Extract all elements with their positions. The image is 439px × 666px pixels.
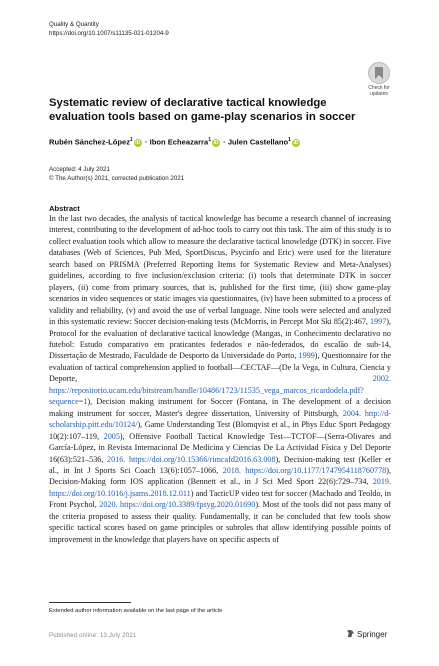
citation-link[interactable]: 2018. https://doi.org/10.1177/1747954118760778	[222, 465, 387, 475]
citation-link[interactable]: 2002. https://repositorio.ucam.edu/bitstream/handle/10486/1723/11535_vega_marcos_ricardodela.pdf?sequence=1	[49, 374, 391, 407]
author-name[interactable]: Rubén Sánchez-López	[49, 137, 131, 147]
author-affiliation: 1	[130, 137, 133, 143]
publisher-name: Springer	[357, 630, 388, 639]
orcid-icon[interactable]: iD	[213, 139, 219, 146]
publication-dates	[49, 165, 184, 183]
citation-link[interactable]: 2004. http://d-scholarship.pitt.edu/10124/	[49, 408, 391, 430]
abstract-text: ) and TacticUP video test for soccer (Machado and Teoldo, in Front Psychol,	[49, 488, 391, 510]
abstract-text: ), Decision-making test (Keller et al., in Int J Sports Sci Coach 13(6):1057–1066,	[49, 454, 391, 475]
journal-name: Quality & Quantity	[49, 21, 99, 28]
author-separator: ·	[144, 137, 148, 147]
copyright-line: © The Author(s) 2021, corrected publication 2021	[49, 175, 185, 182]
abstract-heading: Abstract	[49, 204, 80, 213]
author-name[interactable]: Julen Castellano	[227, 137, 289, 147]
badge-line2: updates	[370, 91, 388, 97]
abstract-text: ), Questionnaire for the evaluation of tactical comprehension applied to football—CECTAF—(De la Vega, in Cultura, Ciencia y Deporte,	[49, 351, 391, 384]
abstract-text: ), Decision-Making form IOS application (Bennett et al., in J Sci Med Sport 22(6):729–734,	[49, 465, 391, 487]
citation-link[interactable]: 2005	[103, 431, 120, 441]
abstract-text: ), Decision making instrument for Soccer (Fontana, in The development of a decision making instrument for soccer, Master's degree dissertation, University of Pittsburgh,	[49, 397, 391, 418]
citation-link[interactable]: 2016. https://doi.org/10.15366/rimcafd2016.63.008	[107, 454, 276, 464]
abstract-text: ), Offensive Football Tactical Knowledge Test—TCTOF—(Serra-Olivares and García-López, in Revista Internacional De Medicina y Ciencias De La Actividad Física y Del Deporte 16(63):521–536,	[49, 431, 391, 464]
author-name[interactable]: Ibon Echeazarra	[149, 137, 209, 147]
publisher-logo[interactable]	[346, 629, 387, 640]
paper-title: Systematic review of declarative tactical knowledge evaluation tools based on game-play scenarios in soccer	[49, 97, 356, 123]
abstract-text: ), Protocol for the evaluation of declarative tactical knowledge (Mangas, in Conhecimento declarativo no futebol: Estudo comparativo em praticantes federados e não-federados, do escalão de sub-14, Dissertação de Mestrado, Faculdade de Desporto da Universidade do Porto,	[49, 317, 391, 361]
bookmark-icon	[368, 62, 390, 84]
published-online: Published online: 13 July 2021	[49, 633, 137, 639]
abstract-text: In the last two decades, the analysis of tactical knowledge has become a research channel of increasing interest, contributing to the development of ad-hoc tools to carry out this task. The aim of this study is to collect evaluation tools which allow to measure the declarative tactical knowledge (DTK) in soccer. Five databases (Web of Sciences, Pub Med, SportDiscus, Psycinfo and Eric) were used for the literature search based on PRISMA (Preferred Reporting Items for Systematic Review and Meta-Analyses) guidelines, according to five inclusion/exclusion criteria: (i) tools that determinate DTK in soccer players, (ii) come from primary sources, that is, published for the first time, (iii) show game-play scenarios in video sequences or static images via questionnaires, (iv) have been submitted to a process of validity and reliability, (v) and avoid the use of verbal language. Nine tools were selected and analyzed in this systematic review: Soccer decision-making tests (McMorris, in Percept Mot Ski 85(2):467,	[49, 214, 391, 327]
doi-link[interactable]: https://doi.org/10.1007/s11135-021-01204-9	[49, 30, 169, 37]
orcid-icon[interactable]: iD	[293, 139, 299, 146]
abstract-body	[49, 213, 391, 578]
orcid-icon[interactable]: iD	[135, 139, 141, 146]
author-separator: ·	[223, 137, 226, 147]
author-affiliation: 1	[288, 137, 291, 143]
citation-link[interactable]: 2019. https://doi.org/10.1016/j.jsams.2018.12.011	[49, 477, 391, 498]
citation-link[interactable]: 1999	[298, 351, 315, 361]
author-affiliation: 1	[208, 137, 212, 143]
author-list	[49, 137, 389, 147]
badge-line1: Check for	[368, 85, 390, 91]
springer-horse-icon	[346, 629, 355, 640]
abstract-text: ). Most of the tools did not pass many of the criteria proposed to assess their quality. Fundamentally, it can be concluded that few tools show specific tactical scores based on game principles or subroles that allow identifying possible points of improvement in the knowledge that players have on specific aspects of	[49, 500, 391, 544]
citation-link[interactable]: 1997	[370, 317, 387, 327]
check-for-updates-badge[interactable]	[364, 62, 394, 97]
footnote-divider	[49, 602, 131, 603]
abstract-text: ), Game Understanding Test (Blomqvist et al., in Phys Educ Sport Pedagogy 10(2):107–119,	[49, 420, 391, 441]
citation-link[interactable]: 2020. https://doi.org/10.3389/fpsyg.2020.01690	[99, 500, 256, 510]
footnote: Extended author information available on the last page of the article	[49, 608, 223, 614]
journal-header	[49, 20, 169, 38]
accepted-date: Accepted: 4 July 2021	[49, 166, 110, 173]
